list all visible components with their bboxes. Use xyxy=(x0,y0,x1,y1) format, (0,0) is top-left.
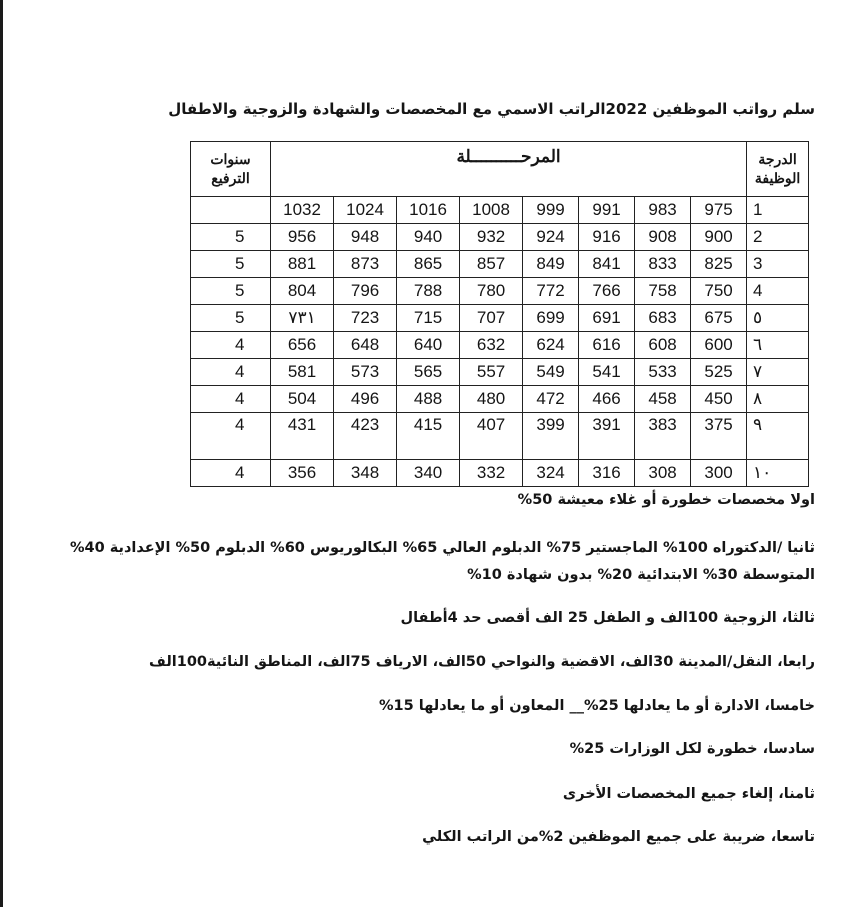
stage-value-cell: 488 xyxy=(397,386,460,413)
stage-value-cell: 480 xyxy=(460,386,523,413)
table-row xyxy=(191,197,809,224)
table-row xyxy=(191,413,809,460)
promotion-years-cell: 4 xyxy=(191,413,271,460)
stage-value-cell: 975 xyxy=(691,197,747,224)
stage-value-cell: 632 xyxy=(460,332,523,359)
note-line: اولا مخصصات خطورة أو غلاء معيشة 50% xyxy=(517,492,815,508)
stage-value-cell: 999 xyxy=(523,197,579,224)
stage-value-cell: 940 xyxy=(397,224,460,251)
stage-value-cell: 833 xyxy=(635,251,691,278)
stage-value-cell: 423 xyxy=(334,413,397,460)
note-line: ثامنا، إلغاء جميع المخصصات الأخرى xyxy=(562,786,815,802)
promotion-years-cell: 5 xyxy=(191,278,271,305)
stage-value-cell: 332 xyxy=(460,460,523,487)
stage-value-cell: 932 xyxy=(460,224,523,251)
grade-cell: ٧ xyxy=(747,359,809,386)
grade-cell: ١٠ xyxy=(747,460,809,487)
stage-value-cell: 608 xyxy=(635,332,691,359)
header-grade: الدرجة الوظيفة xyxy=(747,142,809,197)
stage-value-cell: 948 xyxy=(334,224,397,251)
stage-value-cell: 750 xyxy=(691,278,747,305)
stage-value-cell: 1016 xyxy=(397,197,460,224)
stage-value-cell: 549 xyxy=(523,359,579,386)
stage-value-cell: 699 xyxy=(523,305,579,332)
stage-value-cell: 458 xyxy=(635,386,691,413)
table-row xyxy=(191,305,809,332)
stage-value-cell: 466 xyxy=(579,386,635,413)
stage-value-cell: 324 xyxy=(523,460,579,487)
table-row xyxy=(191,224,809,251)
stage-value-cell: 857 xyxy=(460,251,523,278)
stage-value-cell: 640 xyxy=(397,332,460,359)
stage-value-cell: 900 xyxy=(691,224,747,251)
promotion-years-cell xyxy=(191,197,271,224)
header-years: سنوات الترفيع xyxy=(191,142,271,197)
grade-cell: ٥ xyxy=(747,305,809,332)
stage-value-cell: 881 xyxy=(271,251,334,278)
grade-cell: ٩ xyxy=(747,413,809,460)
page-left-border xyxy=(0,0,3,907)
stage-value-cell: 616 xyxy=(579,332,635,359)
stage-value-cell: 715 xyxy=(397,305,460,332)
grade-cell: ٦ xyxy=(747,332,809,359)
stage-value-cell: 1024 xyxy=(334,197,397,224)
stage-value-cell: 983 xyxy=(635,197,691,224)
stage-value-cell: 383 xyxy=(635,413,691,460)
stage-value-cell: 431 xyxy=(271,413,334,460)
stage-value-cell: 450 xyxy=(691,386,747,413)
stage-value-cell: 908 xyxy=(635,224,691,251)
stage-value-cell: 407 xyxy=(460,413,523,460)
stage-value-cell: 772 xyxy=(523,278,579,305)
stage-value-cell: 308 xyxy=(635,460,691,487)
grade-cell: 1 xyxy=(747,197,809,224)
table-row xyxy=(191,278,809,305)
table-row xyxy=(191,332,809,359)
stage-value-cell: 656 xyxy=(271,332,334,359)
header-stage: المرحــــــــــلة xyxy=(271,142,747,197)
stage-value-cell: 391 xyxy=(579,413,635,460)
note-line: رابعا، النقل/المدينة 30الف، الاقضية والنواحي 50الف، الارياف 75الف، المناطق النائية100الف xyxy=(149,654,815,670)
promotion-years-cell: 4 xyxy=(191,359,271,386)
stage-value-cell: 707 xyxy=(460,305,523,332)
stage-value-cell: 496 xyxy=(334,386,397,413)
note-line: ثانيا /الدكتوراه 100% الماجستير 75% الدبلوم العالي 65% البكالوريوس 60% الدبلوم 50% الإعدادية 40% xyxy=(69,540,815,556)
stage-value-cell: 415 xyxy=(397,413,460,460)
stage-value-cell: 300 xyxy=(691,460,747,487)
stage-value-cell: 825 xyxy=(691,251,747,278)
stage-value-cell: 1008 xyxy=(460,197,523,224)
stage-value-cell: 340 xyxy=(397,460,460,487)
stage-value-cell: 399 xyxy=(523,413,579,460)
note-line: خامسا، الادارة أو ما يعادلها 25%__ المعاون أو ما يعادلها 15% xyxy=(378,698,815,714)
stage-value-cell: 565 xyxy=(397,359,460,386)
stage-value-cell: 648 xyxy=(334,332,397,359)
stage-value-cell: 804 xyxy=(271,278,334,305)
stage-value-cell: 924 xyxy=(523,224,579,251)
stage-value-cell: 683 xyxy=(635,305,691,332)
table-row xyxy=(191,386,809,413)
note-line: سادسا، خطورة لكل الوزارات 25% xyxy=(569,741,815,757)
table-row xyxy=(191,251,809,278)
stage-value-cell: 533 xyxy=(635,359,691,386)
stage-value-cell: 956 xyxy=(271,224,334,251)
stage-value-cell: 873 xyxy=(334,251,397,278)
stage-value-cell: 375 xyxy=(691,413,747,460)
table-body xyxy=(191,197,809,487)
stage-value-cell: 573 xyxy=(334,359,397,386)
stage-value-cell: 624 xyxy=(523,332,579,359)
promotion-years-cell: 5 xyxy=(191,224,271,251)
stage-value-cell: 691 xyxy=(579,305,635,332)
grade-cell: 4 xyxy=(747,278,809,305)
grade-cell: 3 xyxy=(747,251,809,278)
table-row xyxy=(191,359,809,386)
promotion-years-cell: 5 xyxy=(191,251,271,278)
stage-value-cell: 541 xyxy=(579,359,635,386)
stage-value-cell: 849 xyxy=(523,251,579,278)
promotion-years-cell: 4 xyxy=(191,386,271,413)
stage-value-cell: 348 xyxy=(334,460,397,487)
stage-value-cell: 841 xyxy=(579,251,635,278)
stage-value-cell: 796 xyxy=(334,278,397,305)
stage-value-cell: 356 xyxy=(271,460,334,487)
stage-value-cell: 600 xyxy=(691,332,747,359)
stage-value-cell: 916 xyxy=(579,224,635,251)
note-line: تاسعا، ضريبة على جميع الموظفين 2%من الراتب الكلي xyxy=(422,829,815,845)
stage-value-cell: 1032 xyxy=(271,197,334,224)
grade-cell: ٨ xyxy=(747,386,809,413)
grade-cell: 2 xyxy=(747,224,809,251)
stage-value-cell: 766 xyxy=(579,278,635,305)
stage-value-cell: 758 xyxy=(635,278,691,305)
promotion-years-cell: 4 xyxy=(191,332,271,359)
document-title: سلم رواتب الموظفين 2022الراتب الاسمي مع المخصصات والشهادة والزوجية والاطفال xyxy=(168,100,815,118)
stage-value-cell: 581 xyxy=(271,359,334,386)
stage-value-cell: 780 xyxy=(460,278,523,305)
stage-value-cell: 316 xyxy=(579,460,635,487)
stage-value-cell: 865 xyxy=(397,251,460,278)
promotion-years-cell: 5 xyxy=(191,305,271,332)
promotion-years-cell: 4 xyxy=(191,460,271,487)
stage-value-cell: 723 xyxy=(334,305,397,332)
stage-value-cell: 991 xyxy=(579,197,635,224)
note-line: ثالثا، الزوجية 100الف و الطفل 25 الف أقصى حد 4أطفال xyxy=(400,610,815,626)
stage-value-cell: 557 xyxy=(460,359,523,386)
stage-value-cell: 472 xyxy=(523,386,579,413)
salary-scale-table xyxy=(190,141,809,487)
stage-value-cell: 504 xyxy=(271,386,334,413)
table-row xyxy=(191,460,809,487)
stage-value-cell: 525 xyxy=(691,359,747,386)
stage-value-cell: 788 xyxy=(397,278,460,305)
stage-value-cell: 675 xyxy=(691,305,747,332)
stage-value-cell: ٧٣١ xyxy=(271,305,334,332)
note-line: المتوسطة 30% الابتدائية 20% بدون شهادة 10% xyxy=(467,567,815,583)
